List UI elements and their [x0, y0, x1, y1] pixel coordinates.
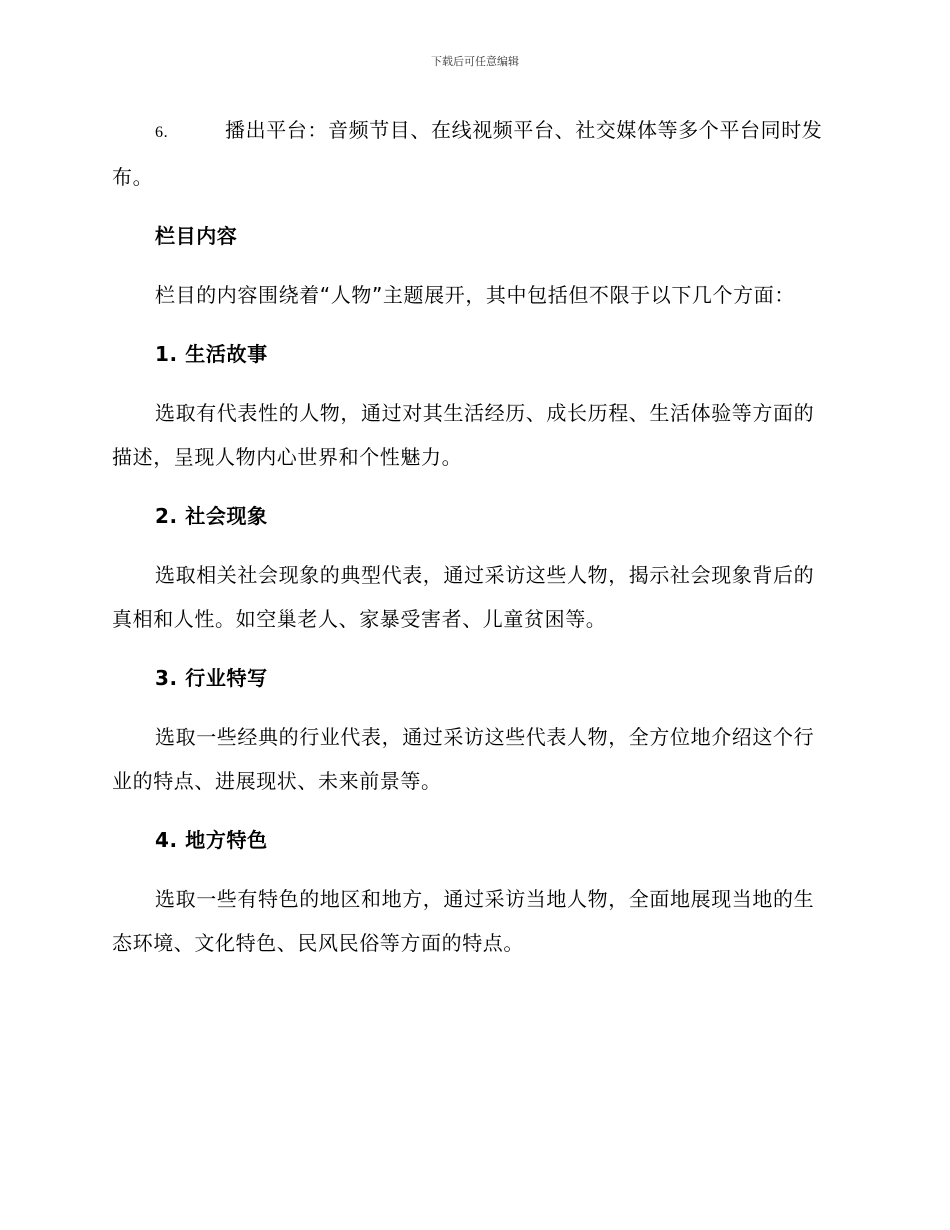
topic-paragraph-3: 选取一些经典的行业代表，通过采访这些代表人物，全方位地介绍这个行业的特点、进展现状、未来前景等。 [112, 725, 815, 793]
list-item-6 [112, 108, 832, 199]
list-item-text: 播出平台：音频节目、在线视频平台、社交媒体等多个平台同时发布。 [112, 118, 823, 189]
topic-heading-1: 1. 生活故事 [155, 342, 268, 366]
topic-heading-3: 3. 行业特写 [155, 666, 268, 690]
list-item-number: 6. [155, 124, 169, 141]
page-header-note: 下载后可任意编辑 [431, 55, 519, 68]
topic-paragraph-2: 选取相关社会现象的典型代表，通过采访这些人物，揭示社会现象背后的真相和人性。如空巢老人、家暴受害者、儿童贫困等。 [112, 563, 815, 631]
topic-heading-2: 2. 社会现象 [155, 504, 268, 528]
topic-paragraph-4: 选取一些有特色的地区和地方，通过采访当地人物，全面地展现当地的生态环境、文化特色、民风民俗等方面的特点。 [112, 887, 815, 955]
topic-heading-4: 4. 地方特色 [155, 828, 268, 852]
topic-paragraph-1: 选取有代表性的人物，通过对其生活经历、成长历程、生活体验等方面的描述，呈现人物内心世界和个性魅力。 [112, 401, 815, 469]
document-body [112, 108, 832, 965]
section-heading: 栏目内容 [155, 224, 238, 248]
intro-paragraph: 栏目的内容围绕着“人物”主题展开，其中包括但不限于以下几个方面： [155, 283, 795, 307]
